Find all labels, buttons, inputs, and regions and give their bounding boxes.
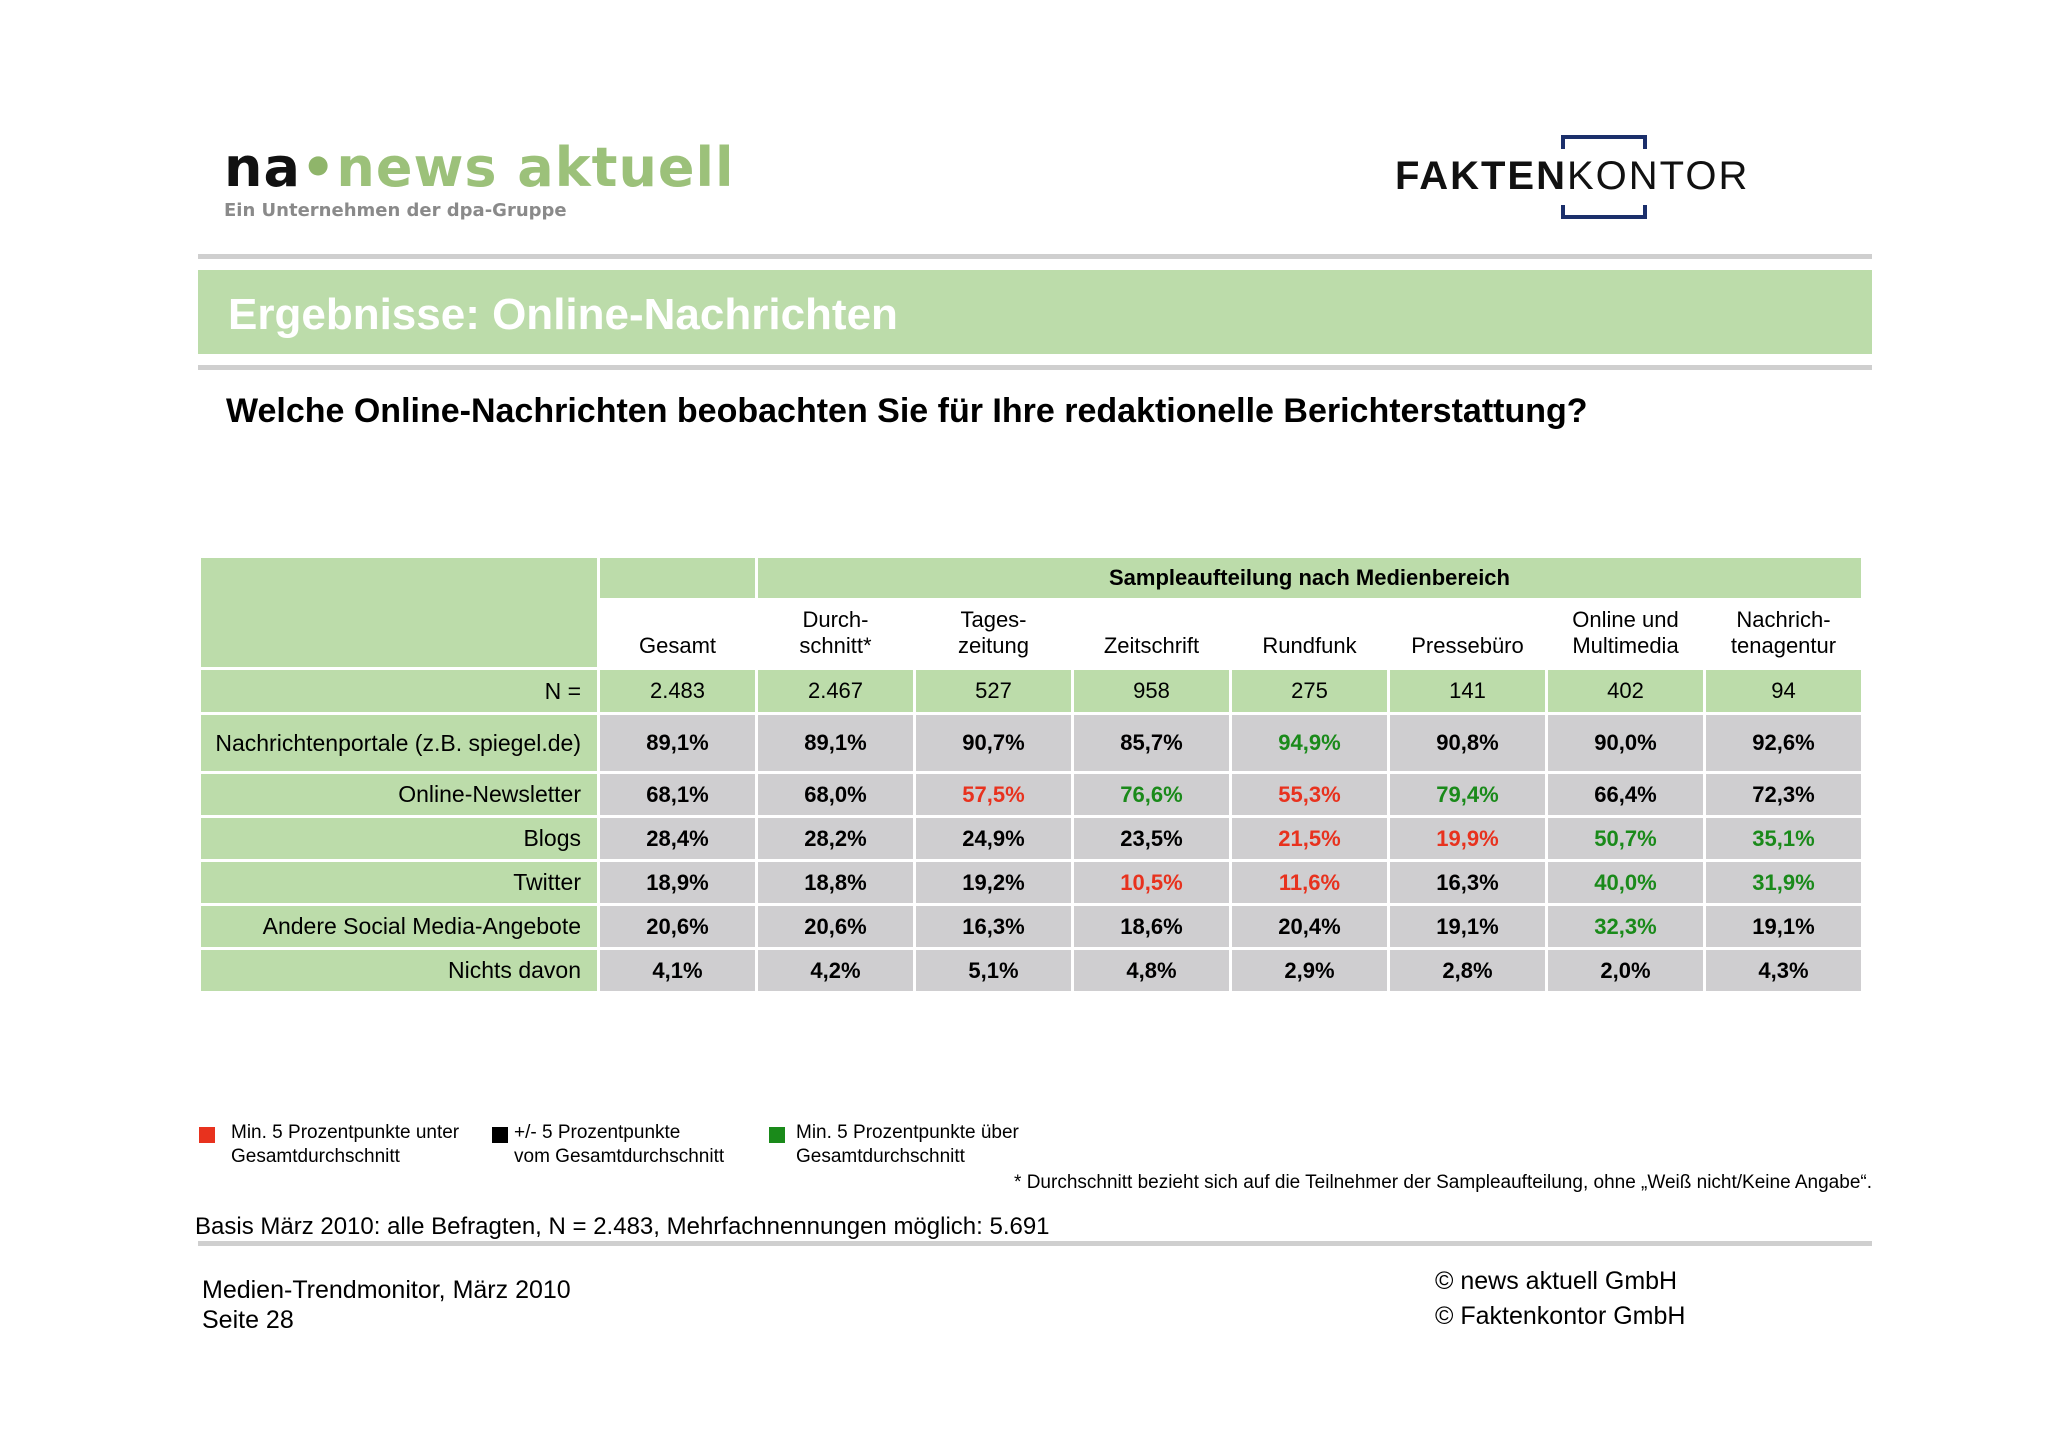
legend-above-text: Min. 5 Prozentpunkte über Gesamtdurchschnitt <box>796 1122 1019 1167</box>
value-cell: 40,0% <box>1548 862 1703 903</box>
logo-bracket-top <box>1561 135 1647 149</box>
value-cell: 2,9% <box>1232 950 1387 991</box>
table-row <box>201 862 1861 903</box>
value-cell: 50,7% <box>1548 818 1703 859</box>
footnote: * Durchschnitt bezieht sich auf die Teilnehmer der Sampleaufteilung, ohne „Weiß nicht/Keine Angabe“. <box>1014 1172 1872 1193</box>
col-header-zeitschrift: Zeitschrift <box>1103 633 1200 658</box>
n-value: 141 <box>1390 670 1545 712</box>
value-cell: 90,8% <box>1390 715 1545 771</box>
legend-neutral-swatch <box>492 1127 508 1143</box>
logo-na-prefix: na <box>224 136 301 199</box>
table-row <box>201 774 1861 815</box>
col-header-gesamt: Gesamt <box>638 633 717 658</box>
value-cell: 2,8% <box>1390 950 1545 991</box>
value-cell: 89,1% <box>600 715 755 771</box>
divider-title <box>198 365 1872 370</box>
survey-question: Welche Online-Nachrichten beobachten Sie für Ihre redaktionelle Berichterstattung? <box>226 392 1588 430</box>
table-row <box>201 818 1861 859</box>
header-corner <box>201 558 597 667</box>
value-cell: 31,9% <box>1706 862 1861 903</box>
row-label: Twitter <box>201 862 597 903</box>
table-row <box>201 950 1861 991</box>
n-value: 2.483 <box>600 670 755 712</box>
footer-copyright-fk: © Faktenkontor GmbH <box>1435 1302 1686 1330</box>
n-value: 527 <box>916 670 1071 712</box>
footer-left <box>202 1275 571 1335</box>
value-cell: 90,0% <box>1548 715 1703 771</box>
value-cell: 18,6% <box>1074 906 1229 947</box>
col-header-nachrichtenagentur: Nachrich- tenagentur <box>1730 607 1837 658</box>
group-header: Sampleaufteilung nach Medienbereich <box>758 558 1861 598</box>
value-cell: 4,3% <box>1706 950 1861 991</box>
value-cell: 28,4% <box>600 818 755 859</box>
footer-copyright-na: © news aktuell GmbH <box>1435 1267 1678 1295</box>
col-header-rundfunk: Rundfunk <box>1262 633 1357 658</box>
value-cell: 4,8% <box>1074 950 1229 991</box>
legend-below-swatch <box>199 1127 215 1143</box>
value-cell: 92,6% <box>1706 715 1861 771</box>
value-cell: 18,8% <box>758 862 913 903</box>
value-cell: 79,4% <box>1390 774 1545 815</box>
value-cell: 19,1% <box>1706 906 1861 947</box>
value-cell: 28,2% <box>758 818 913 859</box>
value-cell: 89,1% <box>758 715 913 771</box>
value-cell: 68,0% <box>758 774 913 815</box>
news-aktuell-logo <box>224 138 735 221</box>
value-cell: 19,2% <box>916 862 1071 903</box>
value-cell: 18,9% <box>600 862 755 903</box>
divider-bottom <box>198 1241 1872 1246</box>
value-cell: 66,4% <box>1548 774 1703 815</box>
value-cell: 35,1% <box>1706 818 1861 859</box>
value-cell: 20,6% <box>758 906 913 947</box>
value-cell: 20,4% <box>1232 906 1387 947</box>
value-cell: 90,7% <box>916 715 1071 771</box>
value-cell: 21,5% <box>1232 818 1387 859</box>
row-label: Nichts davon <box>201 950 597 991</box>
value-cell: 94,9% <box>1232 715 1387 771</box>
col-header-online-multimedia: Online und Multimedia <box>1572 607 1679 658</box>
table-row <box>201 906 1861 947</box>
legend-neutral-text: +/- 5 Prozentpunkte vom Gesamtdurchschnitt <box>514 1122 725 1167</box>
value-cell: 19,1% <box>1390 906 1545 947</box>
n-row-label: N = <box>201 670 597 712</box>
value-cell: 5,1% <box>916 950 1071 991</box>
value-cell: 2,0% <box>1548 950 1703 991</box>
logo-dot: • <box>300 136 337 199</box>
value-cell: 23,5% <box>1074 818 1229 859</box>
col-header-durchschnitt: Durch- schnitt* <box>799 607 872 658</box>
row-label: Blogs <box>201 818 597 859</box>
results-table <box>198 555 1864 994</box>
section-title: Ergebnisse: Online-Nachrichten <box>228 290 898 339</box>
col-header-tageszeitung: Tages- zeitung <box>958 607 1029 658</box>
n-value: 275 <box>1232 670 1387 712</box>
n-value: 958 <box>1074 670 1229 712</box>
value-cell: 10,5% <box>1074 862 1229 903</box>
footer-page-number: Seite 28 <box>202 1306 294 1334</box>
value-cell: 16,3% <box>1390 862 1545 903</box>
value-cell: 4,2% <box>758 950 913 991</box>
section-title-bar <box>198 270 1872 354</box>
legend-above-swatch <box>769 1127 785 1143</box>
legend-below-text: Min. 5 Prozentpunkte unter Gesamtdurchschnitt <box>231 1122 460 1167</box>
value-cell: 72,3% <box>1706 774 1861 815</box>
value-cell: 19,9% <box>1390 818 1545 859</box>
value-cell: 11,6% <box>1232 862 1387 903</box>
value-cell: 76,6% <box>1074 774 1229 815</box>
faktenkontor-logo <box>1395 133 1815 223</box>
col-header-pressebuero: Pressebüro <box>1411 633 1524 658</box>
logo-name: news aktuell <box>336 136 735 199</box>
footer-publication: Medien-Trendmonitor, März 2010 <box>202 1276 571 1304</box>
value-cell: 32,3% <box>1548 906 1703 947</box>
logo-bracket-bottom <box>1561 205 1647 219</box>
n-value: 2.467 <box>758 670 913 712</box>
n-row <box>201 670 1861 712</box>
value-cell: 55,3% <box>1232 774 1387 815</box>
row-label: Nachrichtenportale (z.B. spiegel.de) <box>201 715 597 771</box>
value-cell: 20,6% <box>600 906 755 947</box>
basis-note: Basis März 2010: alle Befragten, N = 2.483, Mehrfachnennungen möglich: 5.691 <box>195 1213 1050 1240</box>
table-row <box>201 715 1861 771</box>
n-value: 94 <box>1706 670 1861 712</box>
row-label: Andere Social Media-Angebote <box>201 906 597 947</box>
footer-right <box>1435 1264 1685 1334</box>
value-cell: 4,1% <box>600 950 755 991</box>
logo-fakten: FAKTEN <box>1395 154 1567 198</box>
value-cell: 68,1% <box>600 774 755 815</box>
value-cell: 16,3% <box>916 906 1071 947</box>
n-value: 402 <box>1548 670 1703 712</box>
value-cell: 85,7% <box>1074 715 1229 771</box>
logo-tagline: Ein Unternehmen der dpa-Gruppe <box>224 200 567 221</box>
value-cell: 57,5% <box>916 774 1071 815</box>
row-label: Online-Newsletter <box>201 774 597 815</box>
logo-kontor: KONTOR <box>1567 154 1750 198</box>
value-cell: 24,9% <box>916 818 1071 859</box>
divider-top <box>198 254 1872 259</box>
